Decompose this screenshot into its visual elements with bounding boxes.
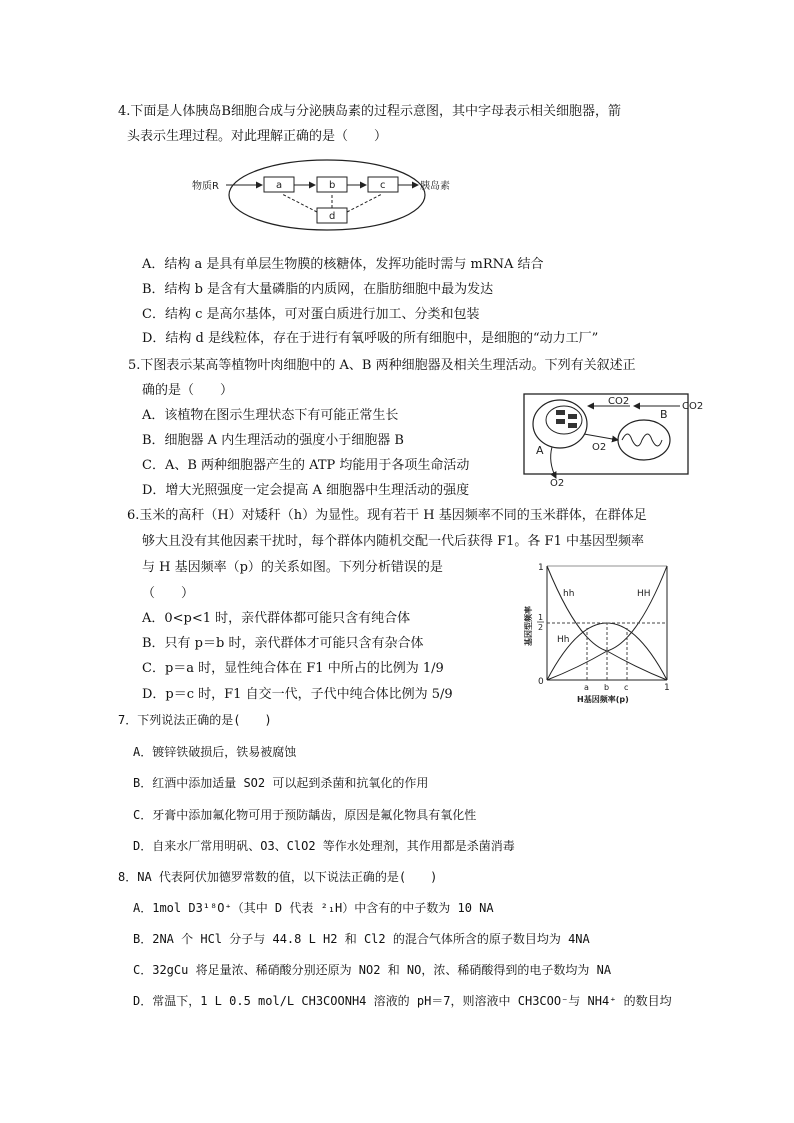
ytick-half-den: 2 (538, 623, 544, 632)
q4-option-b: B．结构 b 是含有大量磷脂的内质网，在脂肪细胞中最为发达 (142, 282, 494, 297)
q6-stem-line1: 6.玉米的高秆（H）对矮秆（h）为显性。现有若干 H 基因频率不同的玉米群体，在群体足 (127, 508, 647, 523)
thylakoid-stack (556, 410, 565, 415)
q6-stem-line3: 与 H 基因频率（p）的关系如图。下列分析错误的是 (142, 560, 443, 575)
q8-option-b: B．2NA 个 HCl 分子与 44.8 L H2 和 Cl2 的混合气体所含的原子数目均为 4NA (133, 932, 590, 946)
q4-start-label: 物质R (192, 181, 219, 192)
q4-stem-line2: 头表示生理过程。对此理解正确的是（ ） (127, 129, 388, 144)
organelle-b-label: B (660, 408, 668, 421)
xtick-a: a (584, 683, 589, 692)
organelle-b-label: b (329, 180, 336, 191)
organelle-a-label: A (536, 444, 544, 457)
q4-option-c: C．结构 c 是高尔基体，可对蛋白质进行加工、分类和包装 (142, 307, 480, 322)
co2-outer-label: CO2 (682, 401, 704, 412)
q7-stem: 7．下列说法正确的是( ) (118, 713, 272, 727)
q7-option-a: A．镀锌铁破损后，铁易被腐蚀 (133, 745, 297, 759)
q7-option-c: C．牙膏中添加氟化物可用于预防龋齿，原因是氟化物具有氧化性 (133, 808, 477, 822)
q4-organelle-diagram (190, 157, 450, 233)
o2-out-label: O2 (550, 478, 565, 489)
q7-option-b: B．红酒中添加适量 SO2 可以起到杀菌和抗氧化的作用 (133, 776, 429, 790)
co2-inner-label: CO2 (608, 396, 630, 407)
q5-option-d: D．增大光照强度一定会提高 A 细胞器中生理活动的强度 (142, 483, 470, 498)
ytick-half-num: 1 (538, 613, 544, 622)
q8-option-c: C．32gCu 将足量浓、稀硝酸分别还原为 NO2 和 NO，浓、稀硝酸得到的电子数均为 NA (133, 963, 612, 977)
q4-option-a: A．结构 a 是具有单层生物膜的核糖体，发挥功能时需与 mRNA 结合 (142, 257, 544, 272)
legend-HH: HH (637, 589, 651, 599)
legend-Hh: Hh (557, 635, 570, 645)
ytick-0: 0 (538, 677, 544, 687)
q6-stem-line4: （ ） (142, 586, 195, 601)
q5-organelle-diagram (522, 392, 712, 487)
q8-option-a: A．1mol D3¹⁸O⁺（其中 D 代表 ²₁H）中含有的中子数为 10 NA (133, 901, 494, 915)
y-axis-label: 基因型频率 (524, 606, 533, 646)
x-axis-label: H基因频率(p) (577, 695, 629, 704)
xtick-1: 1 (664, 683, 670, 693)
q5-stem-line2: 确的是（ ） (142, 383, 234, 398)
q7-option-d: D．自来水厂常用明矾、O3、ClO2 等作水处理剂，其作用都是杀菌消毒 (133, 839, 515, 853)
organelle-c-label: c (380, 180, 386, 191)
q5-stem-line1: 5.下图表示某高等植物叶肉细胞中的 A、B 两种细胞器及相关生理活动。下列有关叙述正 (128, 358, 636, 373)
q6-option-c: C．p＝a 时，显性纯合体在 F1 中所占的比例为 1/9 (142, 661, 444, 676)
mitochondrion (618, 420, 670, 460)
q5-option-c: C．A、B 两种细胞器产生的 ATP 均能用于各项生命活动 (142, 458, 470, 473)
q8-option-d: D．常温下，1 L 0.5 mol/L CH3COONH4 溶液的 pH＝7，则溶液中 CH3COO⁻与 NH4⁺ 的数目均 (133, 994, 672, 1008)
q4-stem-line1: 4.下面是人体胰岛B细胞合成与分泌胰岛素的过程示意图，其中字母表示相关细胞器，箭 (118, 104, 621, 119)
q4-end-label: 胰岛素 (420, 181, 450, 192)
q6-option-a: A．0<p<1 时，亲代群体都可能只含有纯合体 (142, 611, 411, 626)
q8-stem: 8．NA 代表阿伏加德罗常数的值，以下说法正确的是( ) (118, 870, 438, 884)
q6-option-b: B．只有 p＝b 时，亲代群体才可能只含有杂合体 (142, 636, 424, 651)
organelle-d-label: d (329, 211, 336, 222)
xtick-c: c (624, 683, 629, 692)
q5-option-b: B．细胞器 A 内生理活动的强度小于细胞器 B (142, 433, 404, 448)
xtick-b: b (604, 683, 610, 692)
q5-option-a: A．该植物在图示生理状态下有可能正常生长 (142, 408, 399, 423)
o2-inner-label: O2 (592, 442, 607, 453)
legend-hh: hh (563, 589, 575, 599)
ytick-1-top: 1 (538, 563, 544, 573)
q6-stem-line2: 够大且没有其他因素干扰时，每个群体内随机交配一代后获得 F1。各 F1 中基因型频率 (142, 534, 644, 549)
q4-option-d: D．结构 d 是线粒体，存在于进行有氧呼吸的所有细胞中，是细胞的“动力工厂” (142, 331, 599, 346)
q6-genotype-chart (520, 556, 690, 706)
q6-option-d: D．p＝c 时，F1 自交一代，子代中纯合体比例为 5/9 (142, 687, 453, 702)
organelle-a-label: a (276, 180, 283, 191)
